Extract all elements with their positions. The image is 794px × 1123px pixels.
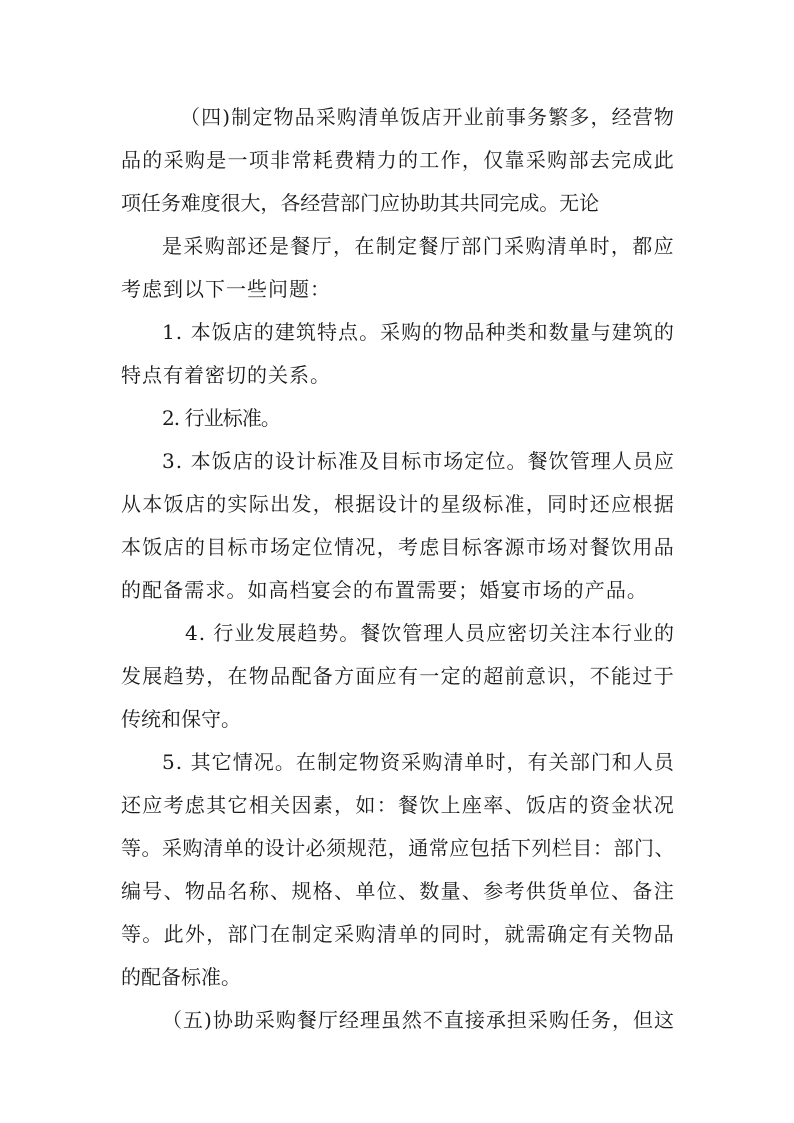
text-line: 传统和保守。 [121, 707, 241, 731]
text-line: 1. 本饭店的建筑特点。采购的物品种类和数量与建筑的 [162, 320, 675, 344]
text-line: 从本饭店的实际出发，根据设计的星级标准，同时还应根据 [121, 492, 675, 516]
text-line: 是采购部还是餐厅，在制定餐厅部门采购清单时，都应 [162, 234, 675, 258]
text-line: 项任务难度很大，各经营部门应协助其共同完成。无论 [121, 191, 599, 215]
text-line: 等。采购清单的设计必须规范，通常应包括下列栏目：部门、 [121, 836, 675, 860]
text-line: 的配备标准。 [121, 965, 241, 989]
text-line: 还应考虑其它相关因素，如：餐饮上座率、饭店的资金状况 [121, 793, 675, 817]
text-line: 特点有着密切的关系。 [121, 363, 331, 387]
text-line: 编号、物品名称、规格、单位、数量、参考供货单位、备注 [121, 879, 675, 903]
text-line: （五)协助采购餐厅经理虽然不直接承担采购任务，但这 [162, 1008, 675, 1032]
text-line: 发展趋势，在物品配备方面应有一定的超前意识，不能过于 [121, 664, 675, 688]
text-line: 品的采购是一项非常耗费精力的工作，仅靠采购部去完成此 [121, 148, 675, 172]
text-line: 4. 行业发展趋势。餐饮管理人员应密切关注本行业的 [185, 621, 675, 645]
text-line: 2. 行业标准。 [162, 406, 280, 430]
text-line: 考虑到以下一些问题： [121, 277, 331, 301]
text-line: 等。此外，部门在制定采购清单的同时，就需确定有关物品 [121, 922, 675, 946]
text-line: （四)制定物品采购清单饭店开业前事务繁多，经营物 [180, 105, 675, 129]
text-line: 的配备需求。如高档宴会的布置需要；婚宴市场的产品。 [121, 578, 648, 602]
text-line: 3. 本饭店的设计标准及目标市场定位。餐饮管理人员应 [162, 449, 675, 473]
text-line: 5. 其它情况。在制定物资采购清单时，有关部门和人员 [162, 750, 675, 774]
text-line: 本饭店的目标市场定位情况，考虑目标客源市场对餐饮用品 [121, 535, 675, 559]
